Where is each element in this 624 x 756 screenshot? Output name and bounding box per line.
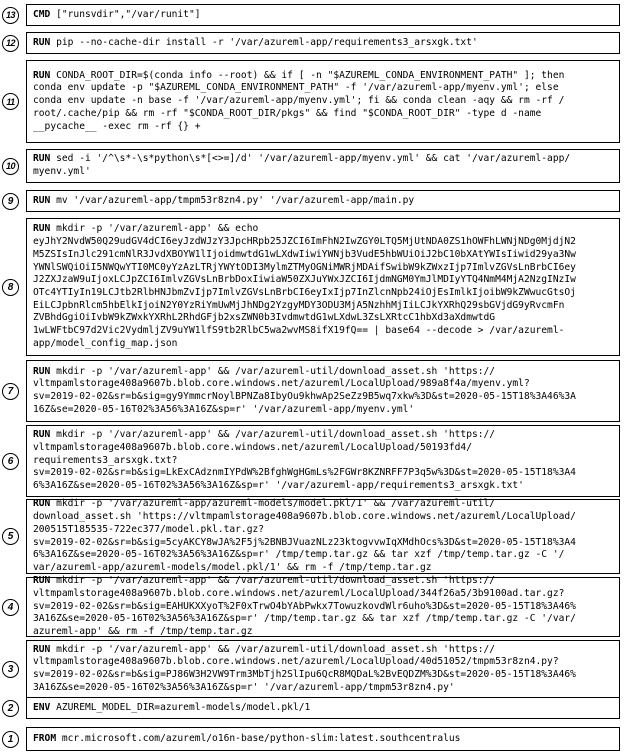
layer-box-9 <box>26 190 620 212</box>
layer-box-8 <box>26 218 620 356</box>
layer-command-line: J2ZXJzaW9uIjoxLCJpZCI6ImlvZGVsLnBrbDoxIiwiaW50ZXJuYWxJZCI6IjdmNGM0YmJlMDIyYTQ4NmM4MjA2NzgINzIw <box>33 274 576 286</box>
layer-command-line: YWNlSWQiOiI5NWQwYTI0MC0yYzAzLTRjYWYtODI3MylmZTMyOGNiMWRjMDAifSwibW9kZWxzIjp7ImlvZGVsLnBrbCI6ey <box>33 261 576 273</box>
layer-command-line: 3A16Z&se=2020-05-16T02%3A56%3A16Z&sp=r' '/var/azureml-app/tmpm53r8zn4.py' <box>33 681 455 693</box>
layer-command-line: download_asset.sh 'https://vltmpamlstorage408a9607b.blob.core.windows.net/azureml/LocalUpload/ <box>33 511 576 523</box>
layer-command-line: sv=2019-02-02&sr=b&sig=gy9YmmcrNoylBPNZa8IbyOu9khwAp2SeZz9B5wq7xkw%3D&st=2020-05-15T18%3A46%3A <box>33 391 576 402</box>
layer-command <box>33 429 576 493</box>
layer-command-line: vltmpamlstorage408a9607b.blob.core.windows.net/azureml/LocalUpload/989a8f4a/myenv.yml? <box>33 378 530 390</box>
layer-command-line: mkdir -p '/var/azureml-app' && /var/azureml-util/download_asset.sh 'https:// <box>50 429 496 441</box>
layer-keyword: RUN <box>33 575 51 587</box>
layer-command-line: sv=2019-02-02&sr=b&sig=EAHUKXXyoT%2F0xTrwO4bYAbPwkx7TowuzkovdWlr6uho%3D&st=2020-05-15T18%3A46% <box>33 600 576 612</box>
layer-box-3 <box>26 640 620 698</box>
layer-command-line: __pycache__ -exec rm -rf {} + <box>33 120 201 132</box>
layer-command-line: 200515T185535-722ec377/model.pkl.tar.gz? <box>33 523 265 535</box>
layer-number-badge: 8 <box>2 279 19 296</box>
layer-command <box>33 195 414 208</box>
layer-command-line: OTc4YTIyIn19LCJtb2RlbHNJbmZvIjp7ImlvZGVsLnBrbCI6eyIxIjp7InZlcnNpb24iOjEsImlkIjoibW9kZWwucGtsOj <box>33 287 576 298</box>
layer-command-line: vltmpamlstorage408a9607b.blob.core.windows.net/azureml/LocalUpload/344f26a5/3b9100ad.tar.gz? <box>33 587 565 599</box>
layer-box-10 <box>26 149 620 183</box>
layer-number-badge: 7 <box>2 383 19 400</box>
layer-command-line: vltmpamlstorage408a9607b.blob.core.windows.net/azureml/LocalUpload/40d51052/tmpm53r8zn4.py? <box>33 656 559 668</box>
layer-command-line: EiLCJpbnRlcm5hbElkIjoiN2Y0YzRiYmUwMjJhNDg2YzgyMDY3ODU3MjA5NzhhMjIiLCJkYXRhQ29sbGVjdG9yRvcmFn <box>33 299 565 311</box>
layer-command-line: ZVBhdGgiOiIvbW9kZWxkYXRhL2RhdGFjb2xsZWN0b3IvdmwtdG1wLXdwL3ZsLXRtcC1hbXd3aXdmwtdG <box>33 312 496 324</box>
layer-command-line: 3A16Z&se=2020-05-16T02%3A56%3A16Z&sp=r' /tmp/temp.tar.gz && tar xzf /tmp/temp.tar.gz -C '/var/ <box>33 613 576 625</box>
layer-command-line: var/azureml-app/azureml-models/model.pkl/1' && rm -f /tmp/temp.tar.gz <box>33 561 432 573</box>
layer-number-badge: 9 <box>2 193 19 210</box>
layer-number-badge: 5 <box>2 528 19 545</box>
layer-box-11 <box>26 60 620 143</box>
layer-keyword: RUN <box>33 643 51 655</box>
layer-command-line: azureml-app' && rm -f /tmp/temp.tar.gz <box>33 626 253 638</box>
layer-command-line: requirements3_arsxgk.txt? <box>33 454 178 466</box>
layer-command <box>33 153 570 178</box>
layer-command-line: AZUREML_MODEL_DIR=azureml-models/model.pkl/1 <box>50 701 311 713</box>
layer-box-1 <box>26 727 620 751</box>
layer-command <box>33 702 310 715</box>
layer-command-line: M5ZSIsInJlc291cmNlR3JvdXBOYW1lIjoidmwtdG1wLXdwIiwiYWNjb3VudE5hbWUiOiJ2bC10bXAtYWIsIiwid29ya3Nw <box>33 248 576 260</box>
layer-command-line: eyJhY2NvdW50Q29udGV4dCI6eyJzdWJzY3JpcHRpb25JZCI6ImFhN2IwZGY0LTQ5MjUtNDA0ZS1hOWFhLWNjNDg0MjdjN2 <box>33 236 576 248</box>
layer-command-line: mkdir -p '/var/azureml-app' && echo <box>50 223 259 235</box>
layer-command-line: conda env update -p "$AZUREML_CONDA_ENVIRONMENT_PATH" -f '/var/azureml-app/myenv.yml'; else <box>33 82 559 94</box>
layer-keyword: RUN <box>33 153 51 165</box>
layer-command-line: sv=2019-02-02&sr=b&sig=5cyAKCY8wJA%2F5j%2BNBJVuazNLz23ktogvvwIqXMdhOcs%3D&st=2020-05-15T18%3A4 <box>33 536 576 548</box>
layer-command-line: app/model_config_map.json <box>33 337 178 349</box>
layer-command-line: 6%3A16Z&se=2020-05-16T02%3A56%3A16Z&sp=r' '/var/azureml-app/requirements3_arsxgk.txt' <box>33 480 524 492</box>
layer-command <box>33 366 576 417</box>
layer-command <box>33 9 201 22</box>
layer-box-7 <box>26 360 620 422</box>
layer-command-line: root/.cache/pip && rm -rf "$CONDA_ROOT_DIR/pkgs" && find "$CONDA_ROOT_DIR" -type d -name <box>33 107 542 119</box>
layer-box-2 <box>26 697 620 719</box>
layer-command <box>33 575 576 639</box>
layer-box-4 <box>26 577 620 637</box>
layer-box-12 <box>26 32 620 54</box>
layer-number-badge: 10 <box>2 158 19 175</box>
layer-command-line: mkdir -p '/var/azureml-app' && /var/azureml-util/download_asset.sh 'https:// <box>50 643 496 655</box>
layer-box-6 <box>26 425 620 497</box>
layer-box-13 <box>26 4 620 26</box>
layer-command-line: mv '/var/azureml-app/tmpm53r8zn4.py' '/var/azureml-app/main.py <box>50 194 415 206</box>
layer-command-line: mkdir -p '/var/azureml-app/azureml-models/model.pkl/1' && /var/azureml-util/ <box>50 498 496 510</box>
layer-command <box>33 223 576 350</box>
layer-keyword: FROM <box>33 732 57 744</box>
layer-number-badge: 12 <box>2 35 19 52</box>
layer-command <box>33 70 564 134</box>
layer-command <box>33 498 576 574</box>
layer-keyword: RUN <box>33 36 51 48</box>
layer-keyword: RUN <box>33 194 51 206</box>
layer-keyword: RUN <box>33 223 51 235</box>
layer-command-line: 1wLWFtbC97d2Vic2VydmljZV9uYW1lfS9tb2RlbC5wa2wvMS8ifX19fQ== | base64 --decode > /var/azureml- <box>33 325 565 337</box>
layer-command-line: pip --no-cache-dir install -r '/var/azureml-app/requirements3_arsxgk.txt' <box>50 36 478 48</box>
layer-command-line: mkdir -p '/var/azureml-app' && /var/azureml-util/download_asset.sh 'https:// <box>50 365 496 377</box>
layer-keyword: ENV <box>33 701 51 713</box>
layer-number-badge: 1 <box>2 731 19 748</box>
layer-command-line: mcr.microsoft.com/azureml/o16n-base/python-slim:latest.southcentralus <box>56 732 461 744</box>
layer-command-line: 16Z&se=2020-05-16T02%3A56%3A16Z&sp=r' '/var/azureml-app/myenv.yml' <box>33 403 415 415</box>
layer-command-line: vltmpamlstorage408a9607b.blob.core.windows.net/azureml/LocalUpload/50193fd4/ <box>33 441 472 453</box>
layer-number-badge: 4 <box>2 599 19 616</box>
layer-command <box>33 644 576 695</box>
layer-command <box>33 733 460 746</box>
layer-command-line: sed -i '/^\s*-\s*python\s*[<>=]/d' '/var/azureml-app/myenv.yml' && cat '/var/azureml-app/ <box>50 153 571 165</box>
layer-command-line: sv=2019-02-02&sr=b&sig=PJ86W3H2VW9Trm3MbTjh2SlIpu6QcR8MQDaL%2BvEQDZM%3D&st=2020-05-15T18%3A46% <box>33 669 576 680</box>
layer-number-badge: 13 <box>2 7 19 24</box>
layer-command-line: sv=2019-02-02&sr=b&sig=LkExCAdznmIYPdW%2BfghWgHGmLs%2FGWr8KZNRFF7P3q5w%3D&st=2020-05-15T18%3A4 <box>33 467 576 479</box>
layer-command-line: 6%3A16Z&se=2020-05-16T02%3A56%3A16Z&sp=r' /tmp/temp.tar.gz && tar xzf /tmp/temp.tar.gz -C '/ <box>33 549 565 561</box>
layer-keyword: RUN <box>33 429 51 441</box>
layer-box-5 <box>26 499 620 574</box>
layer-command-line: mkdir -p '/var/azureml-app' && /var/azureml-util/download_asset.sh 'https:// <box>50 575 496 587</box>
layer-command-line: conda env update -n base -f '/var/azureml-app/myenv.yml'; fi && conda clean -aqy && rm -rf / <box>33 95 565 107</box>
layer-number-badge: 6 <box>2 453 19 470</box>
layer-keyword: RUN <box>33 365 51 377</box>
layer-number-badge: 2 <box>2 700 19 717</box>
layer-keyword: CMD <box>33 8 51 20</box>
layer-number-badge: 3 <box>2 661 19 678</box>
layer-command-line: CONDA_ROOT_DIR=$(conda info --root) && if [ -n "$AZUREML_CONDA_ENVIRONMENT_PATH" ]; then <box>50 69 565 81</box>
layer-keyword: RUN <box>33 69 51 81</box>
layer-command-line: myenv.yml' <box>33 166 91 177</box>
layer-command-line: ["runsvdir","/var/runit"] <box>50 8 201 20</box>
layer-keyword: RUN <box>33 498 51 510</box>
layer-number-badge: 11 <box>2 93 19 110</box>
layer-command <box>33 37 478 50</box>
